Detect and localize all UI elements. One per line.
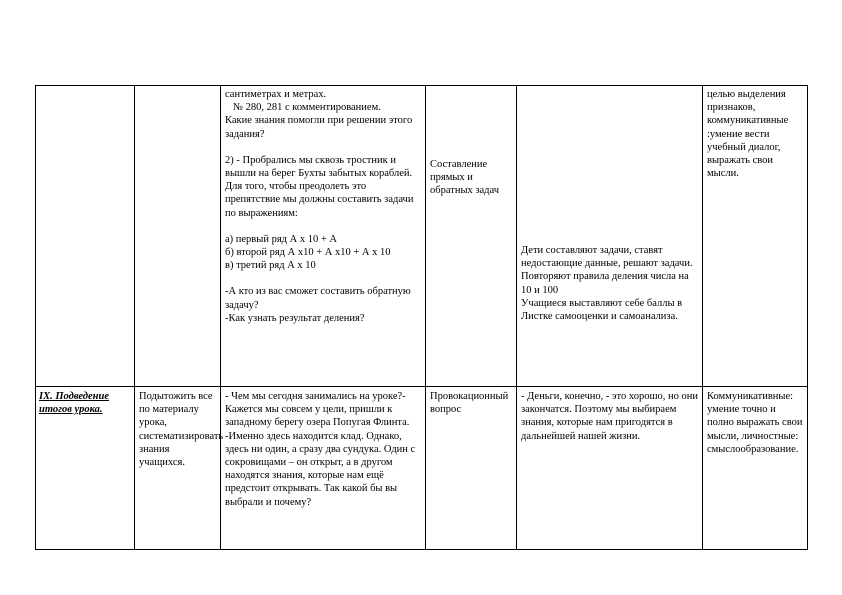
content-line: Какие знания помогли при решении этого задания?	[225, 115, 413, 140]
content-line: -Как узнать результат деления?	[225, 312, 365, 324]
row2-stage-cell	[39, 390, 131, 416]
uud-text: целью выделения признаков, коммуникативные :умение вести учебный диалог, выражать свои мысли.	[707, 89, 789, 180]
goal-text: Подытожить все по материалу урока, систематизировать знания учащихся.	[139, 391, 224, 469]
row2-uud-cell	[707, 390, 805, 456]
row-divider	[35, 386, 808, 387]
stage-title: IX. Подведение итогов урока.	[39, 391, 109, 416]
content-text: - Чем мы сегодня занимались на уроке?- Кажется мы совсем у цели, пришли к западному берегу озера Попугая Флинта. -Именно здесь находится клад. Однако, здесь ни один, а сразу два сундука. Один с сокровищами – он открыт, а в другом находятся знания, которые нам ещё предстоит открывать. Так какой бы вы выбрали и почему?	[225, 391, 416, 508]
column-divider	[516, 85, 517, 550]
row1-method-cell	[430, 158, 512, 198]
student-line: Учащиеся выставляют себе баллы в Листке самооценки и самоанализа.	[521, 297, 683, 323]
paragraph-gap	[225, 141, 421, 154]
row1-content-cell	[225, 88, 421, 325]
uud-text: Коммуникативные: умение точно и полно выражать свои мысли, личностные: смыслообразование.	[707, 391, 803, 455]
paragraph-gap	[225, 220, 421, 233]
row2-goal-cell	[139, 390, 224, 469]
column-divider	[35, 85, 36, 550]
row1-student-cell	[521, 244, 699, 323]
table-bottom-border	[35, 549, 808, 550]
row2-method-cell	[430, 390, 514, 416]
column-divider	[425, 85, 426, 550]
content-line: № 280, 281 с комментированием.	[233, 102, 381, 114]
column-divider	[134, 85, 135, 550]
content-line: б) второй ряд А х10 + А х10 + А х 10	[225, 247, 391, 259]
content-line: а) первый ряд А х 10 + А	[225, 233, 337, 245]
method-text: Составление прямых и обратных задач	[430, 159, 500, 197]
content-line: в) третий ряд А х 10	[225, 260, 316, 272]
column-divider	[702, 85, 703, 550]
row1-uud-cell	[707, 88, 805, 180]
row2-student-cell	[521, 390, 699, 443]
student-text: - Деньги, конечно, - это хорошо, но они закончатся. Поэтому мы выбираем знания, которые нам пригодятся в дальнейшей нашей жизни.	[521, 391, 699, 442]
student-line: Дети составляют задачи, ставят недостающие данные, решают задачи.	[521, 245, 693, 270]
paragraph-gap	[225, 272, 421, 285]
table-top-border	[35, 85, 808, 86]
lesson-plan-table	[35, 85, 808, 550]
content-line: сантиметрах и метрах.	[225, 89, 327, 100]
column-divider	[220, 85, 221, 550]
column-divider	[807, 85, 808, 550]
row2-content-cell	[225, 390, 421, 509]
method-text: Провокационный вопрос	[430, 391, 509, 416]
content-line: 2) - Пробрались мы сквозь тростник и вышли на берег Бухты забытых кораблей. Для того, чтобы преодолеть это препятствие мы должны составить задачи по выражениям:	[225, 154, 414, 219]
content-line: -А кто из вас сможет составить обратную задачу?	[225, 286, 411, 311]
student-line: Повторяют правила деления числа на 10 и 100	[521, 271, 689, 296]
